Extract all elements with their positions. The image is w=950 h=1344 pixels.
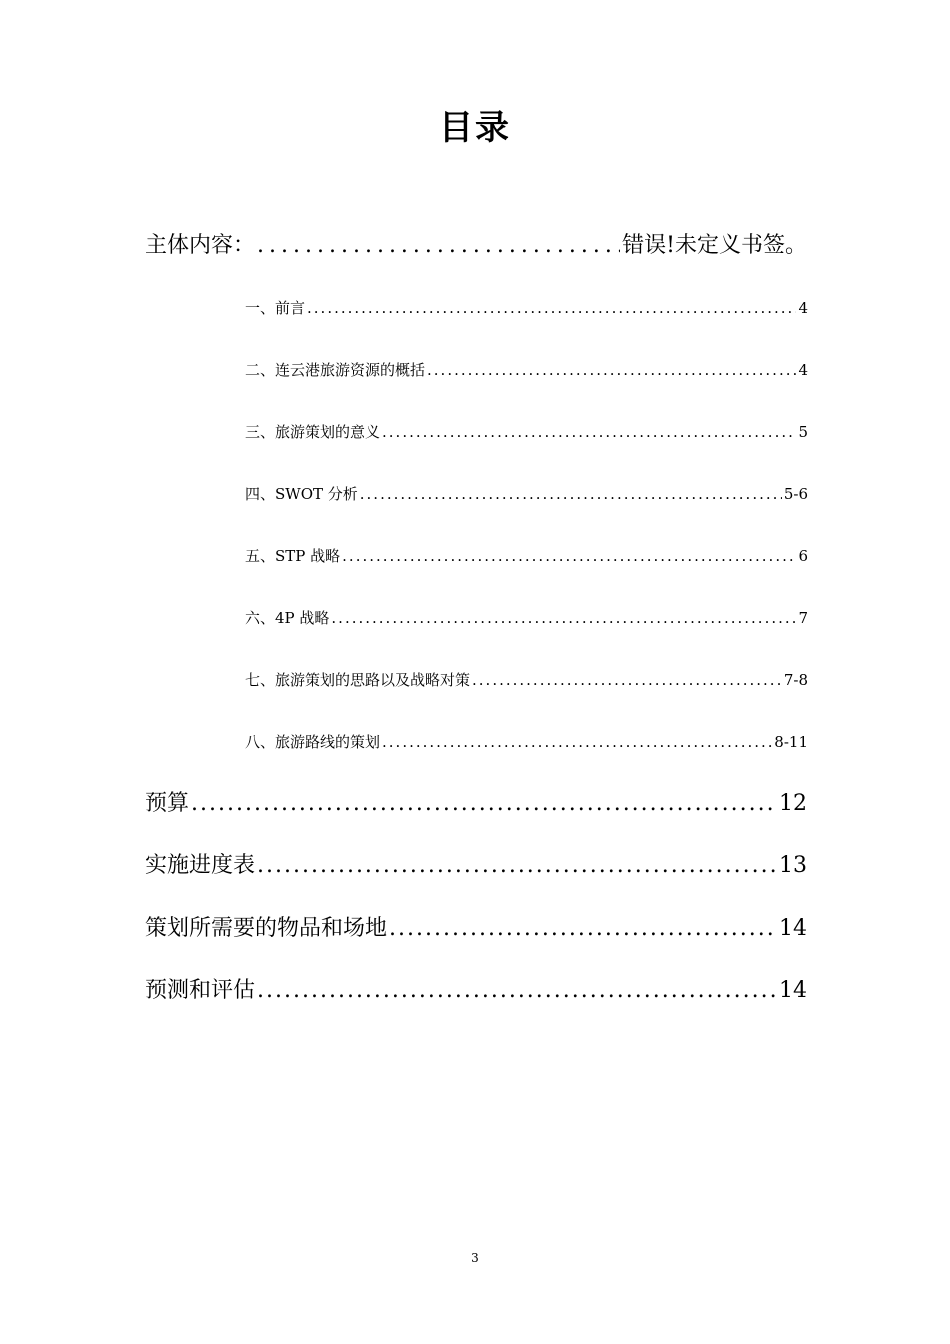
toc-entry-page: 14: [779, 978, 807, 1003]
toc-entry-page: 4: [798, 299, 808, 317]
toc-entry-label: 八、旅游路线的策划: [245, 733, 381, 751]
page-number: 3: [471, 1251, 479, 1265]
page-title: 目录: [439, 108, 511, 148]
toc-subentry[interactable]: [245, 669, 808, 690]
toc-entry-page: 7: [798, 609, 808, 627]
toc-subentry[interactable]: [245, 483, 808, 504]
toc-entry-main[interactable]: [145, 228, 807, 259]
toc-leader-dots: [360, 485, 782, 503]
toc-entry-label: 三、旅游策划的意义: [245, 423, 381, 441]
toc-leader-dots: [389, 916, 777, 941]
toc-leader-dots: [382, 733, 772, 751]
toc-entry-label: 实施进度表: [145, 853, 256, 878]
toc-entry-page: 6: [798, 547, 808, 565]
toc-leader-dots: [427, 361, 796, 379]
toc-entry-page: 错误!未定义书签。: [622, 233, 807, 258]
toc-entry-page: 5: [798, 423, 808, 441]
toc-leader-dots: [257, 853, 777, 878]
toc-entry-page: 8-11: [774, 733, 808, 751]
toc-entry-page: 14: [779, 916, 807, 941]
toc-entry-page: 4: [798, 361, 808, 379]
toc-entry[interactable]: [145, 786, 807, 817]
toc-leader-dots: [472, 671, 782, 689]
toc-entry-page: 13: [779, 853, 807, 878]
toc-subentry[interactable]: [245, 359, 808, 380]
toc-entry-label: 策划所需要的物品和场地: [145, 916, 388, 941]
toc-leader-dots: [191, 791, 777, 816]
toc-subentry[interactable]: [245, 297, 808, 318]
toc-entry-page: 7-8: [783, 671, 808, 689]
toc-entry-label: 六、4P 战略: [245, 609, 330, 627]
toc-entry-label: 预算: [145, 791, 190, 816]
toc-subentry[interactable]: [245, 545, 808, 566]
toc-leader-dots: [331, 609, 796, 627]
toc-entry-label: 五、STP 战略: [245, 547, 341, 565]
toc-leader-dots: [307, 299, 796, 317]
toc-leader-dots: [257, 978, 777, 1003]
toc-entry-page: 5-6: [783, 485, 808, 503]
toc-entry-label: 二、连云港旅游资源的概括: [245, 361, 426, 379]
toc-entry-label: 预测和评估: [145, 978, 256, 1003]
toc-leader-dots: [342, 547, 796, 565]
toc-subentry[interactable]: [245, 607, 808, 628]
toc-entry-label: 七、旅游策划的思路以及战略对策: [245, 671, 471, 689]
toc-entry[interactable]: [145, 911, 807, 942]
toc-leader-dots: [382, 423, 796, 441]
toc-entry[interactable]: [145, 973, 807, 1004]
toc-entry-page: 12: [779, 791, 807, 816]
toc-entry-label: 四、SWOT 分析: [245, 485, 358, 503]
toc-entry-label: 一、前言: [245, 299, 306, 317]
toc-entry[interactable]: [145, 848, 807, 879]
toc-entry-label: 主体内容：: [145, 233, 256, 258]
toc-subentry[interactable]: [245, 731, 808, 752]
toc-subentry[interactable]: [245, 421, 808, 442]
toc-leader-dots: [257, 233, 620, 258]
